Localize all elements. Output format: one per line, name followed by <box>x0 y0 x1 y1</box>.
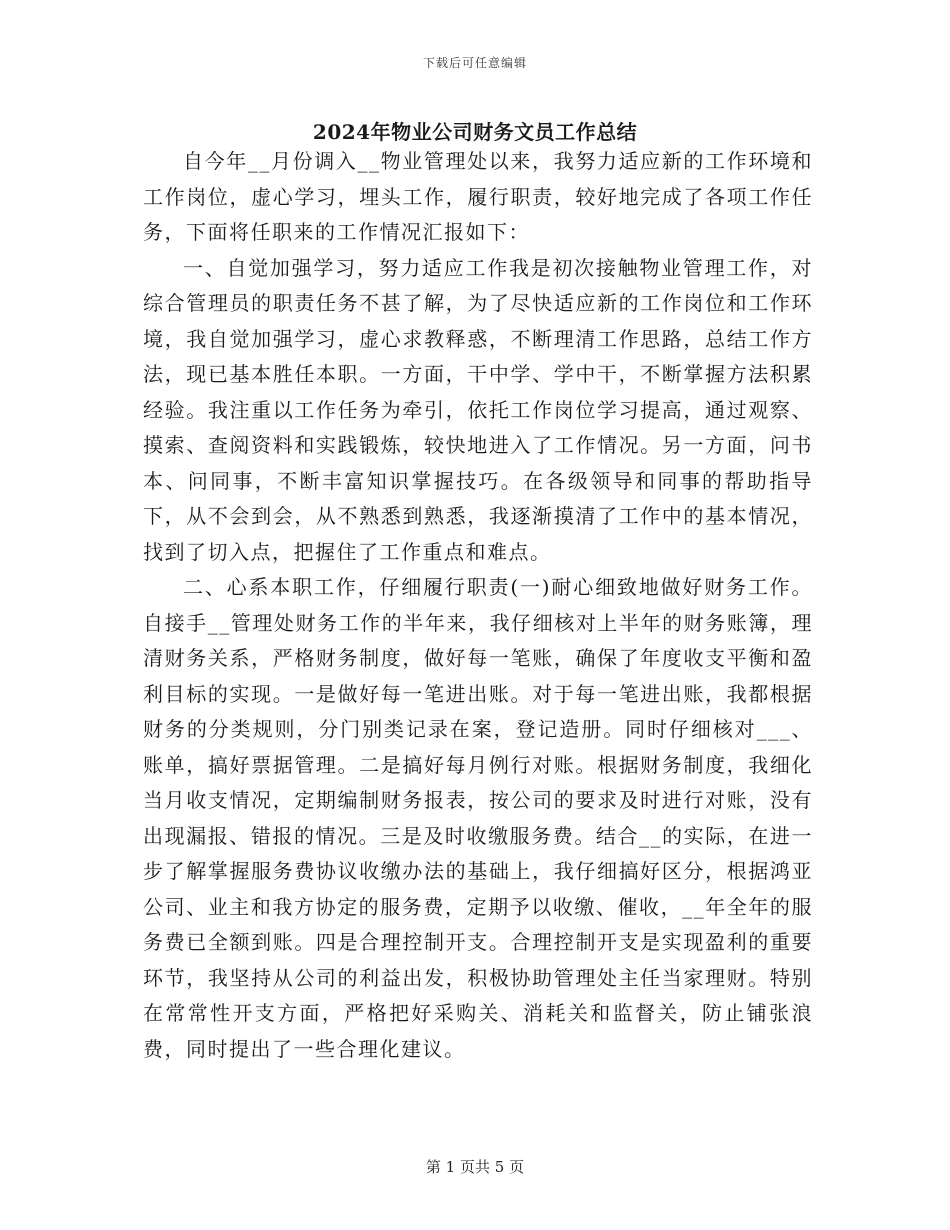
paragraph-intro: 自今年__月份调入__物业管理处以来，我努力适应新的工作环境和工作岗位，虚心学习，埋头工作，履行职责，较好地完成了各项工作任务，下面将任职来的工作情况汇报如下： <box>143 149 813 244</box>
paragraph-section-one: 一、自觉加强学习，努力适应工作我是初次接触物业管理工作，对综合管理员的职责任务不甚了解，为了尽快适应新的工作岗位和工作环境，我自觉加强学习，虚心求教释惑，不断理清工作思路，总结工作方法，现已基本胜任本职。一方面，干中学、学中干，不断掌握方法积累经验。我注重以工作任务为牵引，依托工作岗位学习提高，通过观察、摸索、查阅资料和实践锻炼，较快地进入了工作情况。另一方面，问书本、问同事，不断丰富知识掌握技巧。在各级领导和同事的帮助指导下，从不会到会，从不熟悉到熟悉，我逐渐摸清了工作中的基本情况，找到了切入点，把握住了工作重点和难点。 <box>143 255 813 564</box>
header-edit-note: 下载后可任意编辑 <box>422 56 527 70</box>
page-number: 第 1 页共 5 页 <box>425 1158 525 1176</box>
paragraph-section-two: 二、心系本职工作，仔细履行职责(一)耐心细致地做好财务工作。自接手__管理处财务工作的半年来，我仔细核对上半年的财务账簿，理清财务关系，严格财务制度，做好每一笔账，确保了年度收支平衡和盈利目标的实现。一是做好每一笔进出账。对于每一笔进出账，我都根据财务的分类规则，分门别类记录在案，登记造册。同时仔细核对___、账单，搞好票据管理。二是搞好每月例行对账。根据财务制度，我细化当月收支情况，定期编制财务报表，按公司的要求及时进行对账，没有出现漏报、错报的情况。三是及时收缴服务费。结合__的实际，在进一步了解掌握服务费协议收缴办法的基础上，我仔细搞好区分，根据鸿亚公司、业主和我方协定的服务费，定期予以收缴、催收，__年全年的服务费已全额到账。四是合理控制开支。合理控制开支是实现盈利的重要环节，我坚持从公司的利益出发，积极协助管理处主任当家理财。特别在常常性开支方面，严格把好采购关、消耗关和监督关，防止铺张浪费，同时提出了一些合理化建议。 <box>143 575 813 1061</box>
document-title: 2024年物业公司财务文员工作总结 <box>312 120 638 144</box>
document-body <box>143 144 813 1067</box>
